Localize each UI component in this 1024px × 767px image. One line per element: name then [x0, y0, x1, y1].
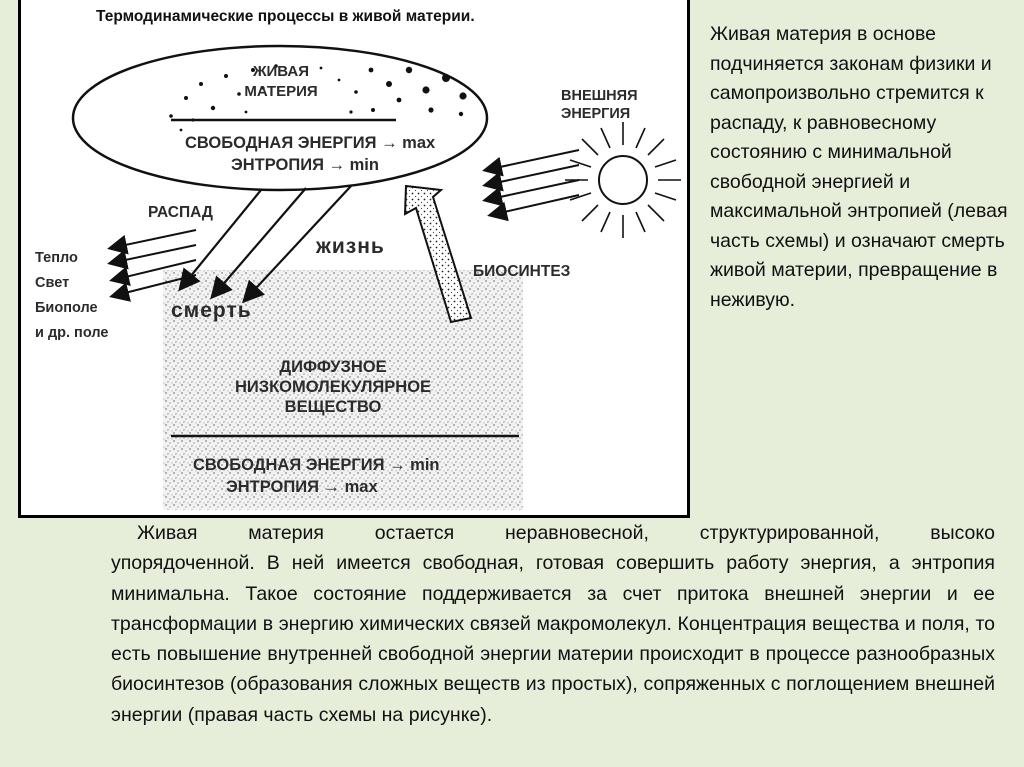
living-matter-label-2: МАТЕРИЯ	[244, 83, 318, 100]
life-label: жизнь	[316, 235, 385, 258]
biosynthesis-label: БИОСИНТЕЗ	[473, 263, 571, 280]
output-light: Свет	[35, 275, 70, 291]
bottom-paragraph-first-line: Живая материя остается неравновесной, структурированной, высоко	[137, 522, 995, 544]
top-free-energy: СВОБОДНАЯ ЭНЕРГИЯ → max	[185, 134, 436, 152]
death-label: смерть	[171, 299, 252, 322]
bottom-paragraph	[111, 518, 995, 730]
thermodynamics-diagram	[18, 0, 690, 518]
diagram-title: Термодинамические процессы в живой материи.	[96, 8, 475, 25]
sun-icon	[565, 122, 681, 238]
diagram-canvas	[21, 0, 693, 518]
decay-label: РАСПАД	[148, 204, 213, 221]
output-other-fields: и др. поле	[35, 325, 109, 341]
external-energy-label-1: ВНЕШНЯЯ	[561, 88, 638, 104]
output-heat: Тепло	[35, 250, 78, 266]
diffuse-label-1: ДИФФУЗНОЕ	[279, 358, 387, 376]
diffuse-label-3: ВЕЩЕСТВО	[284, 398, 382, 416]
bottom-paragraph-rest: упорядоченной. В ней имеется свободная, готовая совершить работу энергия, а энтропия минимальна. Такое состояние поддерживается за счет притока внешней энергии и ее трансформации в энергию химических связей макромолекул. Концентрация вещества и поля, то есть повышение внутренней свободной энергии материи происходит в процессе разнообразных биосинтезов (образования сложных веществ из простых), сопряженных с поглощением внешней энергии (правая часть схемы на рисунке).	[111, 552, 995, 726]
bottom-free-energy: СВОБОДНАЯ ЭНЕРГИЯ → min	[193, 456, 440, 474]
bottom-entropy: ЭНТРОПИЯ → max	[226, 478, 378, 496]
output-biofield: Биополе	[35, 300, 98, 316]
top-entropy: ЭНТРОПИЯ → min	[231, 156, 379, 174]
external-energy-label-2: ЭНЕРГИЯ	[561, 106, 631, 122]
living-matter-label-1: ЖИВАЯ	[252, 63, 310, 80]
external-energy-arrows	[486, 150, 579, 215]
diffuse-label-2: НИЗКОМОЛЕКУЛЯРНОЕ	[234, 378, 432, 396]
side-paragraph: Живая материя в основе подчиняется законам физики и самопроизвольно стремится к распаду, к равновесному состоянию с минимальной свободной энергией и максимальной энтропией (левая часть схемы) и означают смерть живой материи, превращение в неживую.	[710, 23, 1008, 311]
